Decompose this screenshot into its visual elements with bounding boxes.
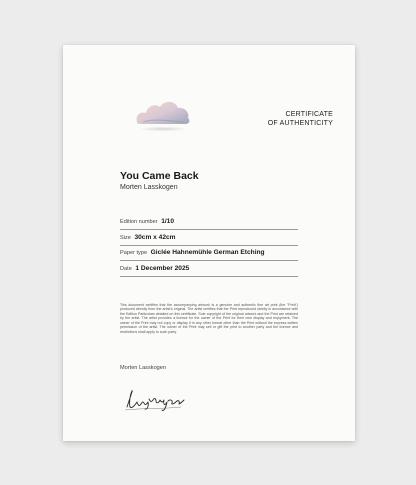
detail-label: Paper type bbox=[120, 250, 148, 256]
signatory-name: Morten Lasskogen bbox=[120, 365, 167, 371]
certificate-heading bbox=[233, 111, 333, 128]
certificate-heading-line1: CERTIFICATE bbox=[285, 111, 333, 118]
detail-value: 1 December 2025 bbox=[135, 264, 190, 272]
legal-statement: This document certifies that the accompanying artwork is a genuine and authentic fine art print (the "Print") produced directly from the artist's original. The artist certifies that the Print reproduced strictly in accordance with the Edition Particulars detailed on this certificate. Sole copyright of the original artwork and the Print are retained by the artist. The artist provides a licence for the owner of the Print for their own display and enjoyment. The owner of the Print may not copy or display it in any other format other than the Print without the express written permission of the artist. The owner of the Print may sell or gift the print to another party and the licence and restrictions shall apply to such party. bbox=[120, 303, 298, 334]
detail-row-paper-type bbox=[120, 248, 298, 261]
cloud-artwork-thumbnail bbox=[133, 95, 193, 133]
detail-value: Giclée Hahnemühle German Etching bbox=[150, 249, 265, 256]
detail-row-size bbox=[120, 233, 298, 246]
certificate-heading-line2: OF AUTHENTICITY bbox=[267, 119, 333, 127]
detail-row-edition bbox=[120, 217, 298, 230]
detail-label: Edition number bbox=[120, 219, 158, 225]
handwritten-signature bbox=[123, 385, 187, 413]
artwork-title: You Came Back bbox=[120, 170, 199, 182]
detail-label: Size bbox=[120, 234, 131, 241]
detail-row-date bbox=[120, 264, 298, 277]
certificate-paper bbox=[63, 45, 355, 441]
artist-name: Morten Lasskogen bbox=[120, 184, 178, 191]
detail-label: Date bbox=[120, 265, 132, 272]
edition-details bbox=[120, 217, 298, 279]
detail-value: 1/10 bbox=[161, 218, 175, 225]
detail-value: 30cm x 42cm bbox=[134, 233, 176, 241]
